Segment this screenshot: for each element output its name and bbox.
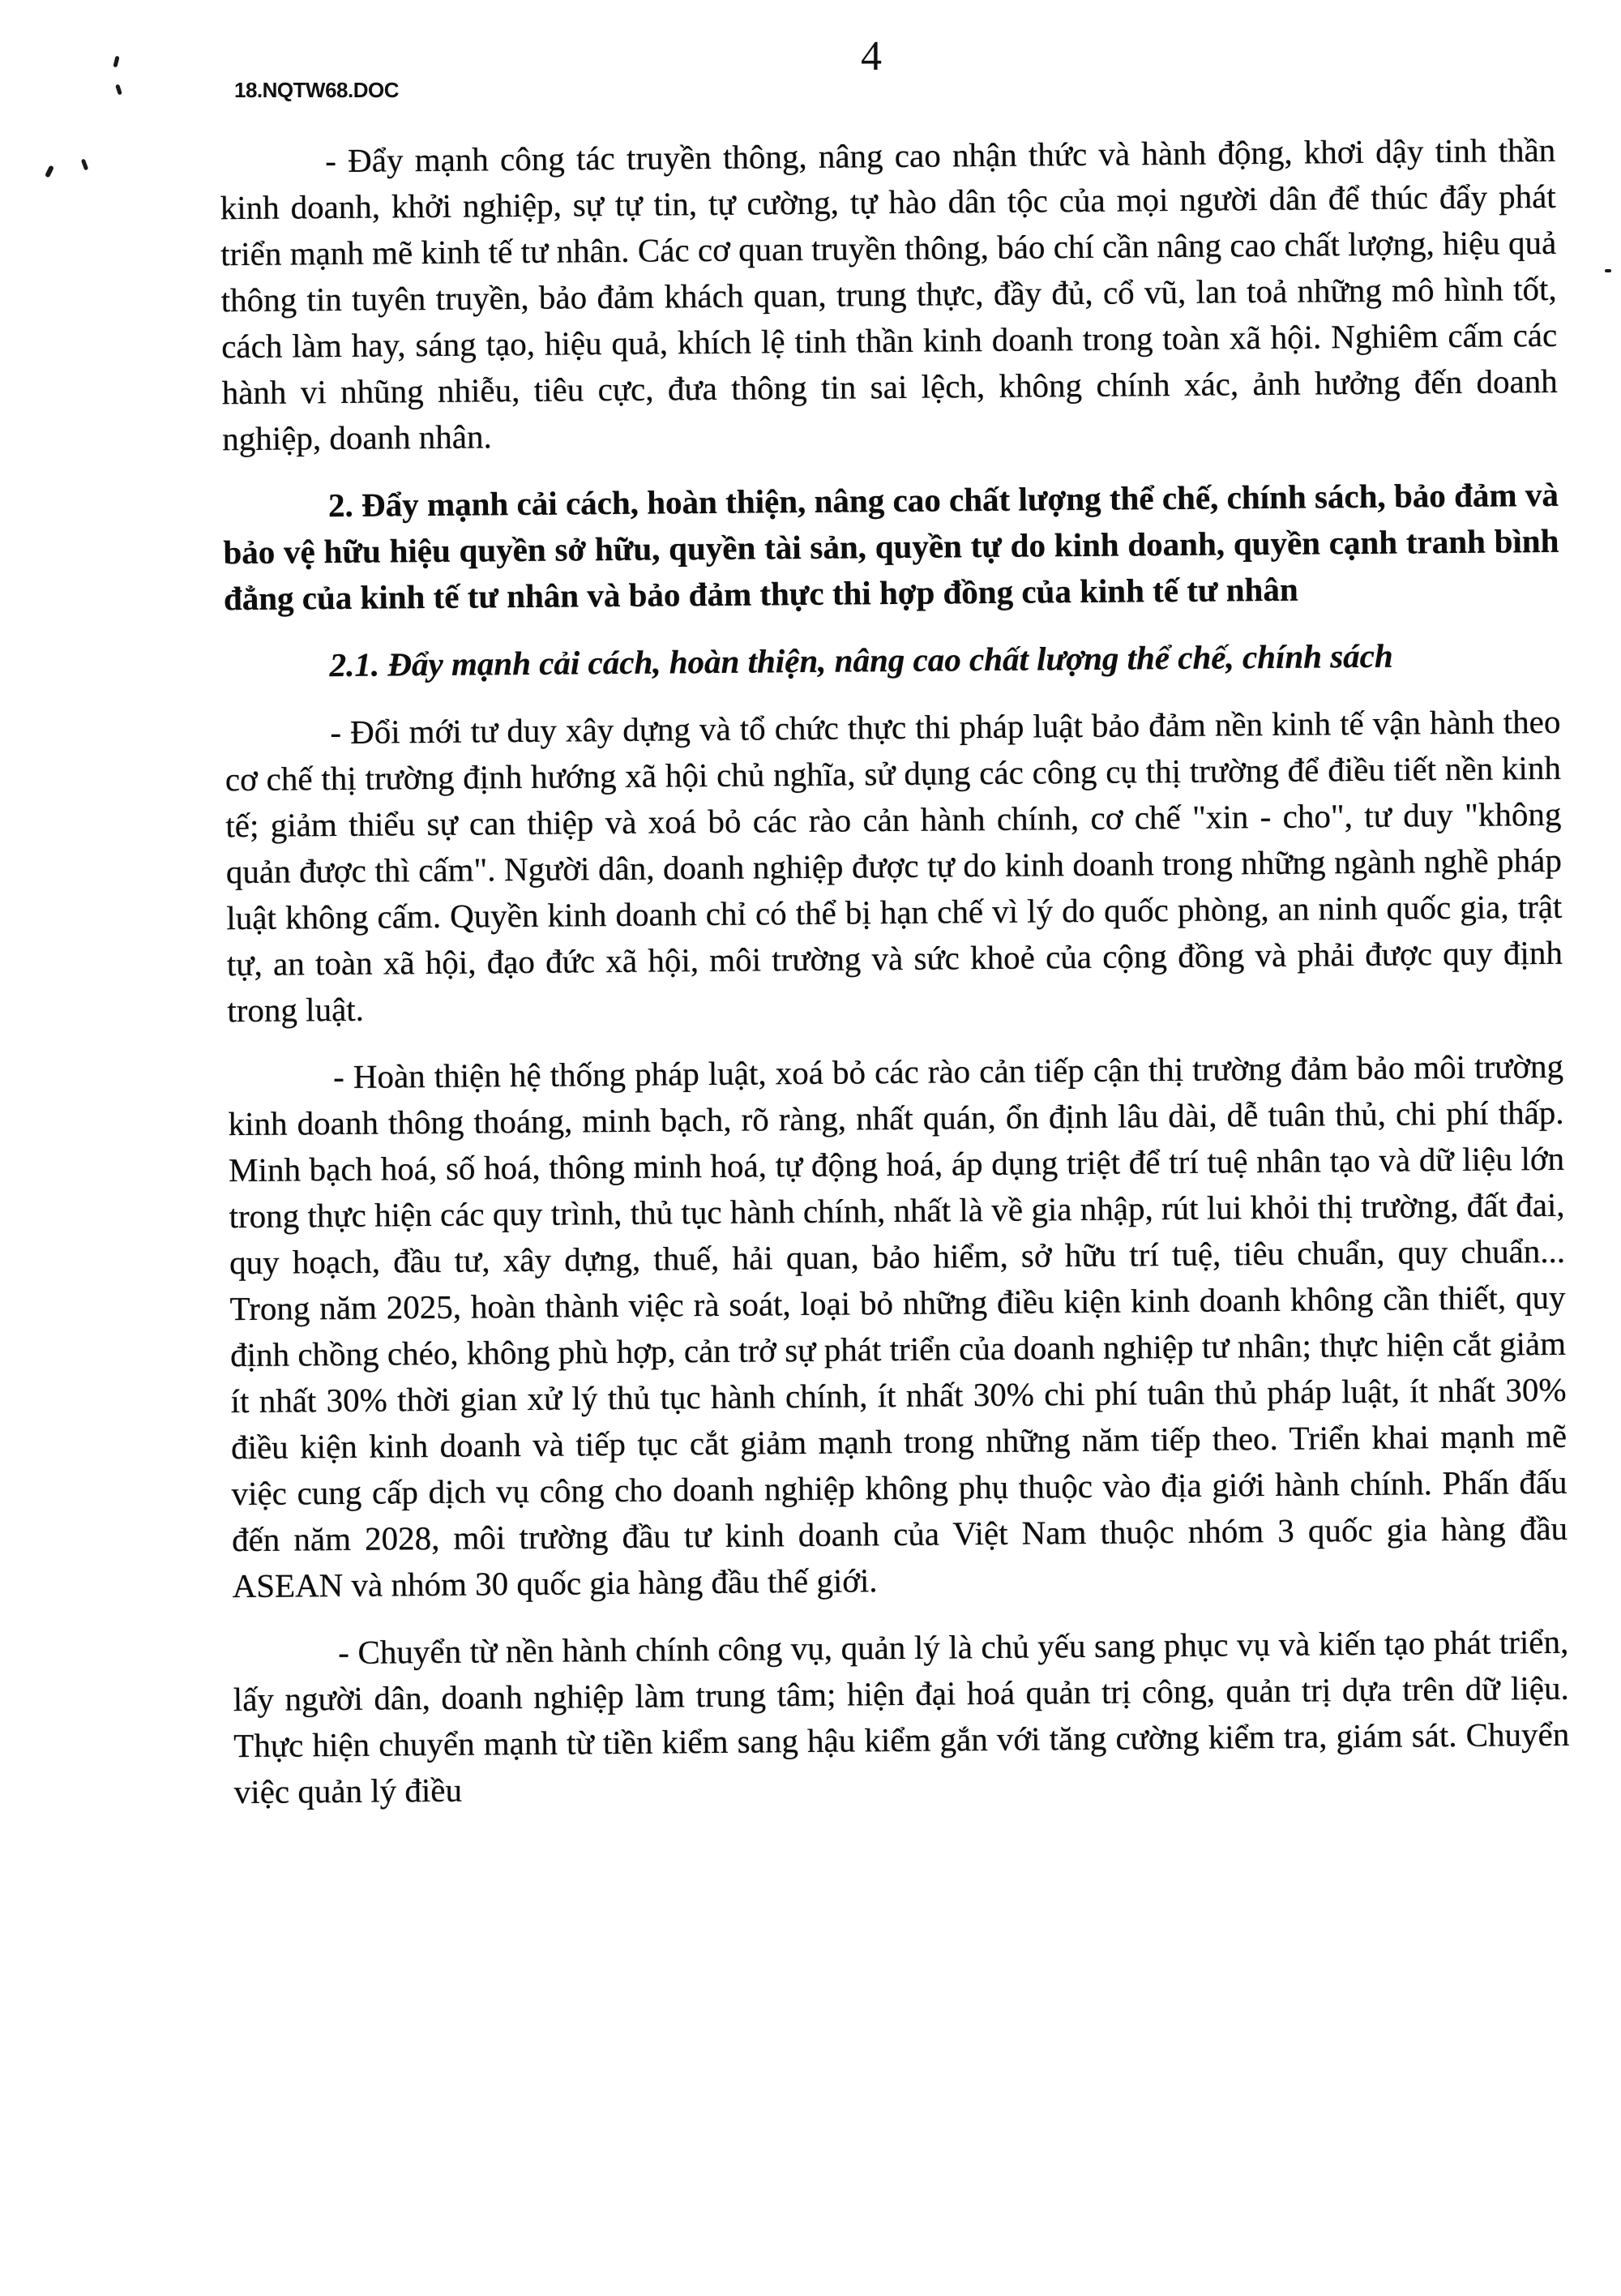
- page-number: 4: [861, 33, 882, 79]
- paragraph-chuyen-hanh-chinh: - Chuyển từ nền hành chính công vụ, quản lý là chủ yếu sang phục vụ và kiến tạo phát triển, lấy người dân, doanh nghiệp làm trung tâm; hiện đại hoá quản trị công, quản trị dựa trên dữ liệu. Thực hiện chuyển mạnh từ tiền kiểm sang hậu kiểm gắn với tăng cường kiểm tra, giám sát. Chuyển việc quản lý điều: [233, 1622, 1570, 1811]
- paragraph-doi-moi-tu-duy: - Đổi mới tư duy xây dựng và tổ chức thực thi pháp luật bảo đảm nền kinh tế vận hành theo cơ chế thị trường định hướng xã hội chủ nghĩa, sử dụng các công cụ thị trường để điều tiết nền kinh tế; giảm thiểu sự can thiệp và xoá bỏ các rào cản hành chính, cơ chế "xin - cho", tư duy "không quản được thì cấm". Người dân, doanh nghiệp được tự do kinh doanh trong những ngành nghề pháp luật không cấm. Quyền kinh doanh chỉ có thể bị hạn chế vì lý do quốc phòng, an ninh quốc gia, trật tự, an toàn xã hội, đạo đức xã hội, môi trường và sức khoẻ của cộng đồng và phải được quy định trong luật.: [225, 702, 1563, 1030]
- document-filename: 18.NQTW68.DOC: [234, 78, 399, 102]
- scan-artifact: [113, 56, 119, 68]
- paragraph-hoan-thien-phap-luat: - Hoàn thiện hệ thống pháp luật, xoá bỏ các rào cản tiếp cận thị trường đảm bảo môi trường kinh doanh thông thoáng, minh bạch, rõ ràng, nhất quán, ổn định lâu dài, dễ tuân thủ, chi phí thấp. Minh bạch hoá, số hoá, thông minh hoá, tự động hoá, áp dụng triệt để trí tuệ nhân tạo và dữ liệu lớn trong thực hiện các quy trình, thủ tục hành chính, nhất là về gia nhập, rút lui khỏi thị trường, đất đai, quy hoạch, đầu tư, xây dựng, thuế, hải quan, bảo hiểm, sở hữu trí tuệ, tiêu chuẩn, quy chuẩn... Trong năm 2025, hoàn thành việc rà soát, loại bỏ những điều kiện kinh doanh không cần thiết, quy định chồng chéo, không phù hợp, cản trở sự phát triển của doanh nghiệp tư nhân; thực hiện cắt giảm ít nhất 30% thời gian xử lý thủ tục hành chính, ít nhất 30% chi phí tuân thủ pháp luật, ít nhất 30% điều kiện kinh doanh và tiếp tục cắt giảm mạnh trong những năm tiếp theo. Triển khai mạnh mẽ việc cung cấp dịch vụ công cho doanh nghiệp không phụ thuộc vào địa giới hành chính. Phấn đấu đến năm 2028, môi trường đầu tư kinh doanh của Việt Nam thuộc nhóm 3 quốc gia hàng đầu ASEAN và nhóm 30 quốc gia hàng đầu thế giới.: [228, 1047, 1568, 1605]
- document-body: [220, 127, 1570, 1815]
- scan-artifact: [45, 165, 54, 178]
- scan-artifact: [1605, 269, 1611, 272]
- scan-artifact: [115, 84, 122, 96]
- section-subheading-2-1: 2.1. Đẩy mạnh cải cách, hoàn thiện, nâng cao chất lượng thể chế, chính sách: [329, 636, 1393, 684]
- scan-artifact: [81, 159, 88, 171]
- section-heading-2: 2. Đẩy mạnh cải cách, hoàn thiện, nâng cao chất lượng thể chế, chính sách, bảo đảm và bảo vệ hữu hiệu quyền sở hữu, quyền tài sản, quyền tự do kinh doanh, quyền cạnh tranh bình đẳng của kinh tế tư nhân và bảo đảm thực thi hợp đồng của kinh tế tư nhân: [223, 475, 1559, 618]
- paragraph-truyen-thong: - Đẩy mạnh công tác truyền thông, nâng cao nhận thức và hành động, khơi dậy tinh thần kinh doanh, khởi nghiệp, sự tự tin, tự cường, tự hào dân tộc của mọi người dân để thúc đẩy phát triển mạnh mẽ kinh tế tư nhân. Các cơ quan truyền thông, báo chí cần nâng cao chất lượng, hiệu quả thông tin tuyên truyền, bảo đảm khách quan, trung thực, đầy đủ, cổ vũ, lan toả những mô hình tốt, cách làm hay, sáng tạo, hiệu quả, khích lệ tinh thần kinh doanh trong toàn xã hội. Nghiêm cấm các hành vi nhũng nhiễu, tiêu cực, đưa thông tin sai lệch, không chính xác, ảnh hưởng đến doanh nghiệp, doanh nhân.: [220, 131, 1558, 458]
